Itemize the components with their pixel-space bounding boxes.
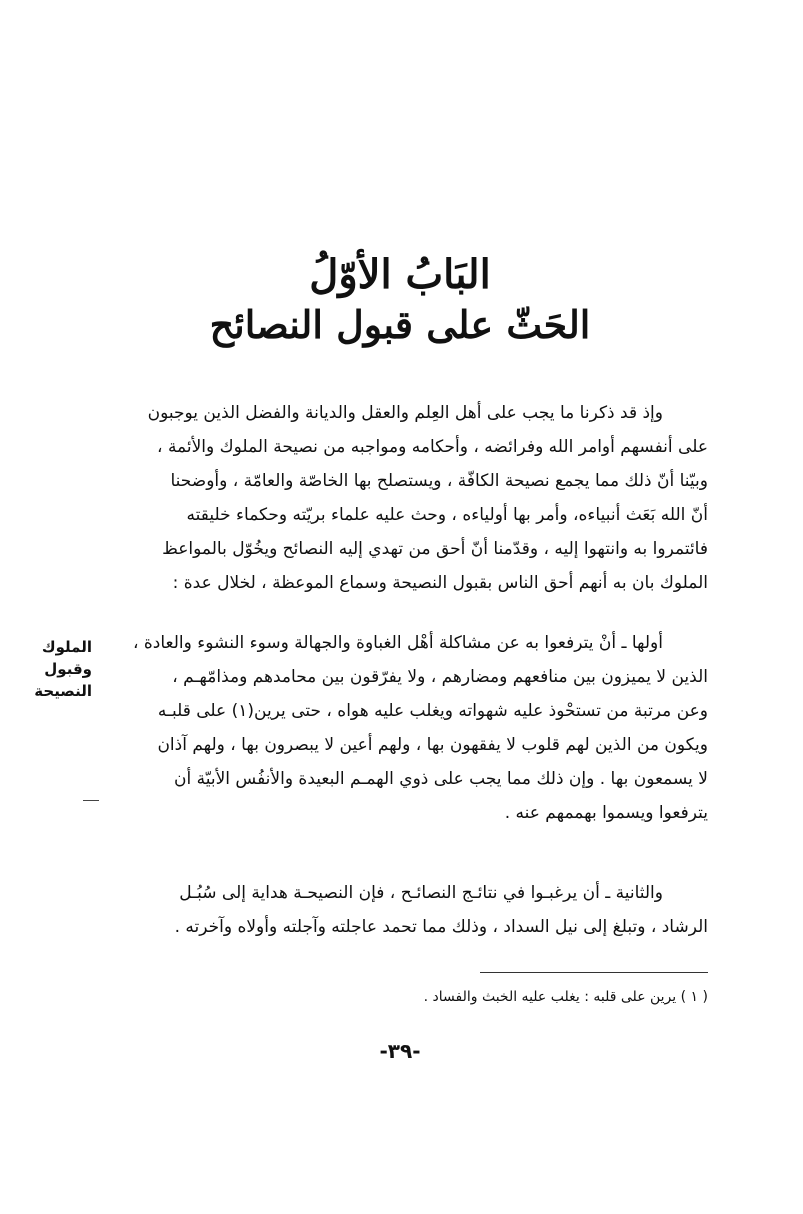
footnote: ( ١ ) يرين على قلبه : يغلب عليه الخبث والفساد .: [423, 989, 708, 1005]
page-number: -٣٩-: [379, 1039, 421, 1063]
footnote-divider: [480, 972, 708, 973]
text-line: يترفعوا ويسموا بهممهم عنه .: [504, 803, 708, 823]
margin-dash: [83, 800, 99, 801]
paragraph-second-reason: [108, 876, 708, 944]
text-line: الذين لا يميزون بين منافعهم ومضارهم ، ولا يفرّقون بين محامدهم ومذامّهـم ،: [172, 667, 708, 687]
text-line: وعن مرتبة من تستحْوذ عليه شهواته ويغلب عليه هواه ، حتى يرين(١) على قلبـه: [157, 701, 708, 721]
paragraph-first-reason: [108, 626, 708, 830]
text-line: والثانية ـ أن يرغبـوا في نتائـج النصائـح ، فإن النصيحـة هداية إلى سُبُـل: [179, 883, 663, 903]
paragraph-intro: [108, 396, 708, 600]
text-line: وإذ قد ذكرنا ما يجب على أهل العِلم والعقل والديانة والفضل الذين يوجبون: [147, 403, 663, 423]
text-line: أولها ـ أنْ يترفعوا به عن مشاكلة أهْل الغباوة والجهالة وسوء النشوء والعادة ،: [132, 633, 663, 653]
text-line: وبيّنا أنّ ذلك مما يجمع نصيحة الكافّة ، ويستصلح بها الخاصّة والعامّة ، وأوضحنا: [170, 471, 708, 491]
text-line: فائتمروا به وانتهوا إليه ، وقدّمنا أنّ أحق من تهدي إليه النصائح ويخُوّل بالمواعظ: [162, 539, 708, 559]
text-line: الرشاد ، وتبلغ إلى نيل السداد ، وذلك مما تحمد عاجلته وآجلته وأولاه وآخرته .: [174, 917, 708, 937]
text-line: أنّ الله بَعَث أنبياءه، وأمر بها أولياءه ، وحث عليه علماء بريّته وحكماء خليقته: [186, 505, 708, 525]
text-line: الملوك بان به أنهم أحق الناس بقبول النصيحة وسماع الموعظة ، لخلال عدة :: [172, 573, 708, 593]
text-line: على أنفسهم أوامر الله وفرائضه ، وأحكامه ومواجبه من نصيحة الملوك والأئمة ،: [157, 437, 708, 457]
chapter-subtitle: الحَثّ على قبول النصائح: [209, 302, 591, 347]
text-line: ويكون من الذين لهم قلوب لا يفقهون بها ، ولهم أعين لا يبصرون بها ، ولهم آذان: [157, 735, 708, 755]
document-page: البَابُ الأوّلُ الحَثّ على قبول النصائح وإذ قد ذكرنا ما يجب على أهل العِلم والعقل والديانة والفضل الذين يوجبون على أنفسهم أوامر الله وفرائضه ، وأحكامه ومواجبه من نصيحة الملوك والأئمة ، وبيّنا أنّ ذلك مما يجمع نصيحة الكافّة ، ويستصلح بها الخاصّة والعامّة ، وأوضحنا أنّ الله بَعَث أنبياءه، وأمر بها أولياءه ، وحث عليه علماء بريّته وحكماء خليقته فائتمروا به وانتهوا إليه ، وقدّمنا أنّ أحق من تهدي إليه النصائح ويخُوّل بالمواعظ الملوك بان به أنهم أحق الناس بقبول النصيحة وسماع الموعظة ، لخلال عدة : أولها ـ أنْ يترفعوا به عن مشاكلة أهْل الغباوة والجهالة وسوء النشوء والعادة ، الذين لا يميزون بين منافعهم ومضارهم ، ولا يفرّقون بين محامدهم ومذامّهـم ، وعن مرتبة من تستحْوذ عليه شهواته ويغلب عليه هواه ، حتى يرين(١) على قلبـه ويكون من الذين لهم قلوب لا يفقهون بها ، ولهم أعين لا يبصرون بها ، ولهم آذان لا يسمعون بها . وإن ذلك مما يجب على ذوي الهمـم البعيدة والأنفُس الأبيّة أن يترفعوا ويسموا بهممهم عنه . والثانية ـ أن يرغبـوا في نتائـج النصائـح ، فإن النصيحـة هداية إلى سُبُـل الرشاد ، وتبلغ إلى نيل السداد ، وذلك مما تحمد عاجلته وآجلته وأولاه وآخرته . الملوك وقبول النصيحة ( ١ ) يرين على قلبه : يغلب عليه الخبث والفساد . -٣٩-: [0, 0, 803, 1214]
text-line: لا يسمعون بها . وإن ذلك مما يجب على ذوي الهمـم البعيدة والأنفُس الأبيّة أن: [173, 769, 708, 789]
chapter-title: البَابُ الأوّلُ: [309, 251, 491, 298]
